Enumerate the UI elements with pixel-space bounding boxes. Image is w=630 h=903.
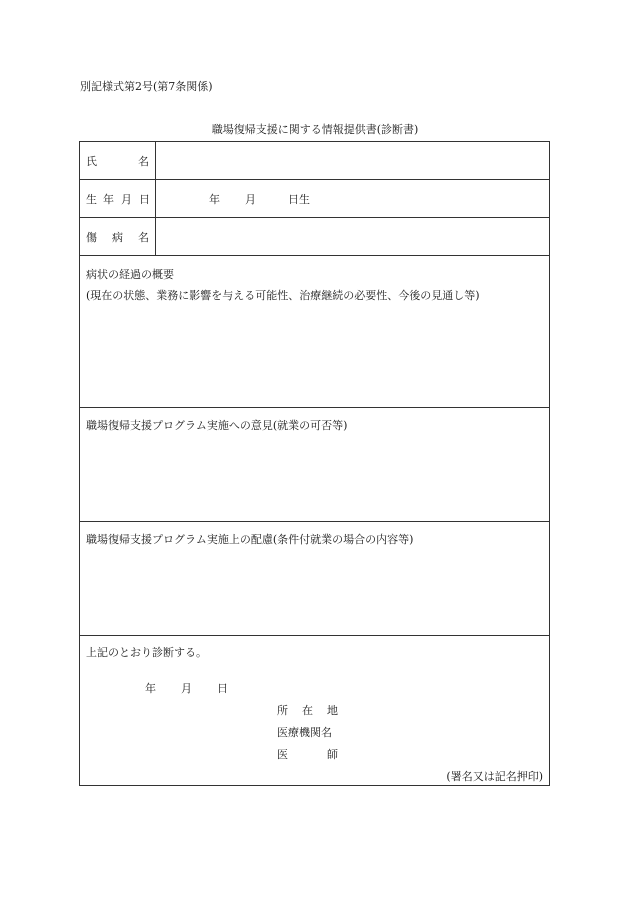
year-unit: 年: [209, 192, 220, 206]
signature-note: (署名又は記名押印): [446, 770, 543, 783]
name-label-char: 氏: [86, 154, 97, 168]
month-unit: 月: [245, 192, 256, 206]
date-year-unit: 年: [145, 682, 156, 695]
address-label-char: 在: [302, 704, 313, 717]
date-day-unit: 日: [217, 682, 228, 695]
institution-label: 医療機関名: [277, 726, 332, 739]
name-label: [80, 142, 156, 179]
consideration-section[interactable]: [80, 522, 549, 636]
diagnosis-section: [80, 636, 549, 785]
form-reference: 別記様式第2号(第7条関係): [80, 80, 213, 93]
birthdate-label-char: 月: [121, 192, 132, 206]
disease-field[interactable]: [156, 218, 549, 255]
name-label-char: 名: [138, 154, 149, 168]
disease-row: [80, 218, 549, 256]
disease-label: [80, 218, 156, 255]
document-title: 職場復帰支援に関する情報提供書(診断書): [211, 123, 419, 136]
doctor-label-char: 医: [277, 748, 288, 761]
symptom-heading: 病状の経過の概要: [86, 268, 174, 281]
birthdate-label: [80, 180, 156, 217]
birthdate-field[interactable]: [156, 180, 549, 217]
opinion-section[interactable]: [80, 408, 549, 522]
address-label-char: 所: [277, 704, 288, 717]
opinion-heading: 職場復帰支援プログラム実施への意見(就業の可否等): [86, 419, 348, 432]
symptom-section[interactable]: [80, 256, 549, 408]
address-label-char: 地: [327, 704, 338, 717]
birthdate-label-char: 生: [86, 192, 97, 206]
doctor-label-char: 師: [327, 748, 338, 761]
birthdate-label-char: 日: [139, 192, 150, 206]
name-field[interactable]: [156, 142, 549, 179]
day-unit: 日生: [288, 192, 310, 206]
certificate-form: [79, 141, 550, 786]
disease-label-char: 名: [138, 230, 149, 244]
symptom-subheading: (現在の状態、業務に影響を与える可能性、治療継続の必要性、今後の見通し等): [86, 289, 480, 302]
date-month-unit: 月: [181, 682, 192, 695]
disease-label-char: 病: [112, 230, 123, 244]
consideration-heading: 職場復帰支援プログラム実施上の配慮(条件付就業の場合の内容等): [86, 533, 414, 546]
birthdate-row: [80, 180, 549, 218]
birthdate-label-char: 年: [103, 192, 114, 206]
name-row: [80, 142, 549, 180]
disease-label-char: 傷: [86, 230, 97, 244]
diagnosis-statement: 上記のとおり診断する。: [86, 646, 207, 659]
